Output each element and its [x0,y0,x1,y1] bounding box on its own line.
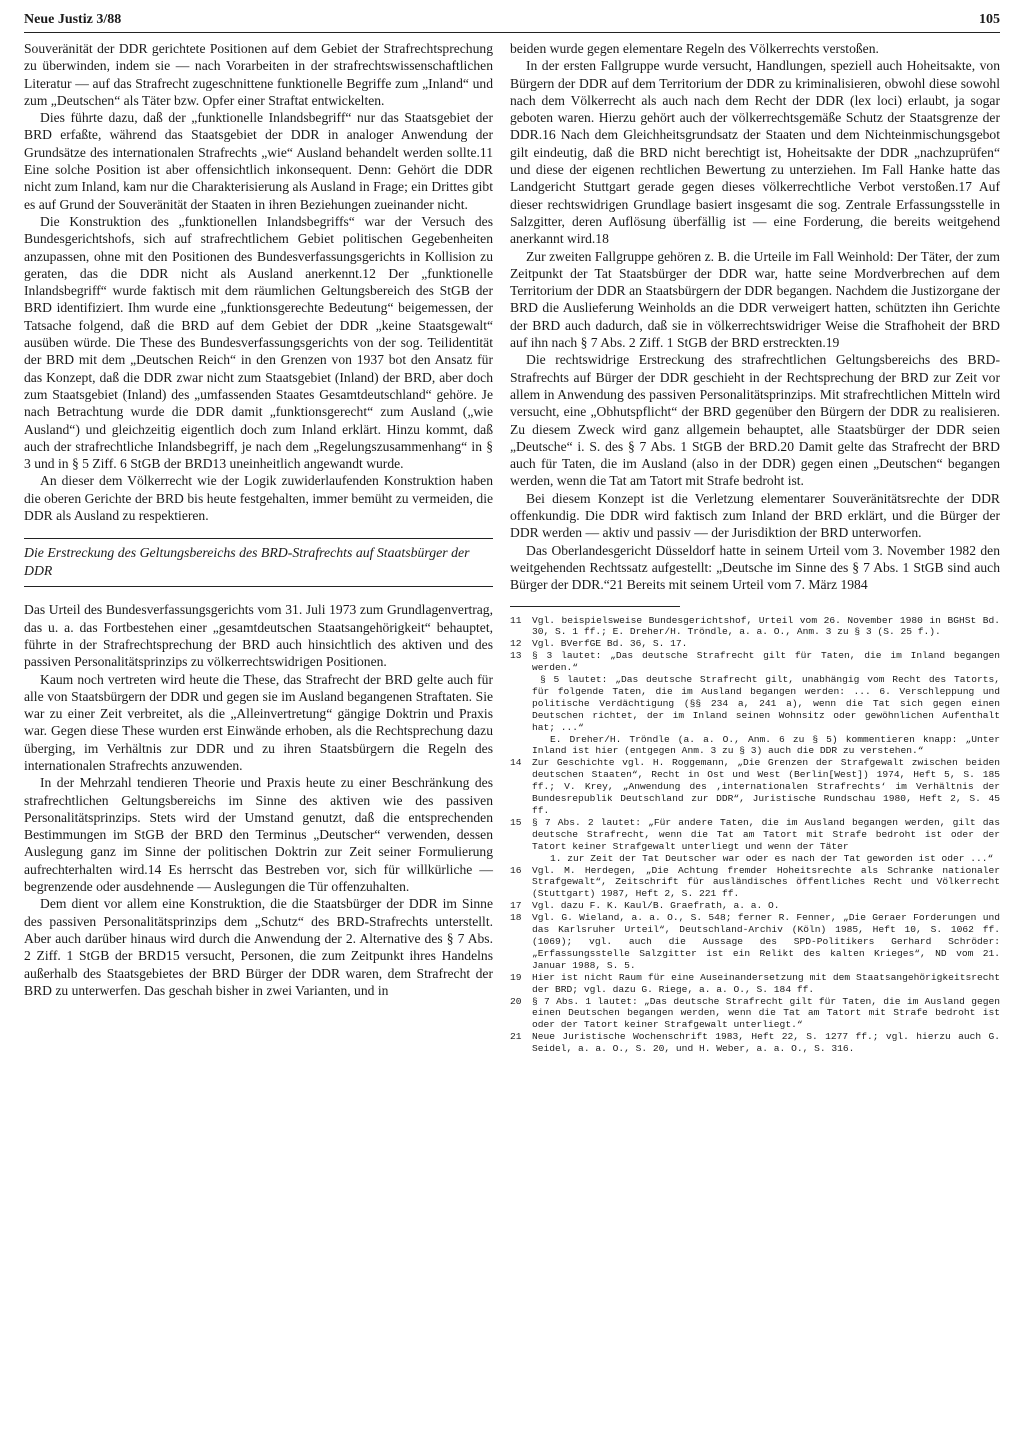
footnote [510,900,1000,912]
footnote-text: § 7 Abs. 2 lautet: „Für andere Taten, die im Ausland begangen werden, gilt das deutsche Strafrecht, wenn die Tat am Tatort mit Strafe bedroht ist oder der Tatort keiner Strafgewalt unterliegt und wenn der Täter [532,816,1000,852]
paragraph: Dies führte dazu, daß der „funktionelle Inlandsbegriff“ nur das Staatsgebiet der BRD erfaßte, während das Staatsgebiet der DDR in analoger Anwendung der Grundsätze des internationalen Strafrechts „wie“ Ausland behandelt werden sollte.11 Eine solche Position ist aber offensichtlich inkonsequent. Denn: Gehört die DDR nicht zum Inland, kam nur die Charakterisierung als Ausland in Frage; ein Drittes gibt es auf Grund der Souveränität der Staaten in ihren Beziehungen zueinander nicht. [24,110,493,212]
paragraph: In der ersten Fallgruppe wurde versucht, Handlungen, speziell auch Hoheitsakte, von Bürgern der DDR auf dem Territorium der DDR zu kriminalisieren, obwohl diese sowohl nach dem Völkerrecht als auch nach dem Recht der DDR (lex loci) erlaubt, ja sogar geboten waren. Hierzu gehört auch der völkerrechtsgemäße Schutz der Staatsgrenze der DDR.16 Nach dem Gleichheitsgrundsatz der Staaten und dem Nichteinmischungsgebot gilt eindeutig, daß die BRD nicht berechtigt ist, Hoheitsakte der DDR „nachzuprüfen“ und diese der eigenen rechtlichen Bewertung zu unterziehen. Im Fall Hanke hatte das Landgericht Stuttgart gerade gegen dieses völkerrechtliche Verbot verstoßen.17 Auf dieser rechtswidrigen Grundlage basiert insgesamt die sog. Zentrale Erfassungsstelle in Salzgitter, deren Auflösung überfällig ist — eine Forderung, die bereits weitgehend anerkannt wird.18 [510,58,1000,247]
footnote-number: 16 [510,864,522,876]
footnote-number: 21 [510,1031,522,1043]
footnote-text: § 3 lautet: „Das deutsche Strafrecht gilt für Taten, die im Inland begangen werden.“ [532,650,1000,674]
paragraph: Souveränität der DDR gerichtete Positionen auf dem Gebiet der Strafrechtsprechung zu überwinden, indem sie — nach Vorarbeiten in der strafrechtswissenschaftlichen Literatur — auf das Strafrecht zugeschnittene funktionelle Begriffe zum „Inland“ und zum „Deutschen“ als Täter bzw. Opfer einer Straftat entwickelten. [24,41,493,108]
paragraph: Das Urteil des Bundesverfassungsgerichts vom 31. Juli 1973 zum Grundlagenvertrag, das u. a. das Fortbestehen einer „gesamtdeutschen Staatsangehörigkeit“ behauptet, führte in der Strafrechtsprechung der BRD auch hinsichtlich des aktiven und des passiven Personalitätsprinzips zu völkerrechtswidrigen Positionen. [24,602,493,670]
left-column [24,40,493,999]
footnote-continuation: 1. zur Zeit der Tat Deutscher war oder es nach der Tat geworden ist oder ...“ [550,852,994,864]
paragraph: Zur zweiten Fallgruppe gehören z. B. die Urteile im Fall Weinhold: Der Täter, der zum Zeitpunkt der Tat Staatsbürger der DDR war, hatte seine Mordverbrechen auf dem Territorium der DDR an Staatsbürgern der DDR begangen. Nachdem die Justizorgane der BRD die Auslieferung Weinholds an die DDR verweigert hatten, schützten ihn Gerichte der BRD auch dadurch, daß sie in völkerrechtswidriger Weise die Strafhoheit der BRD auf ihn nach § 7 Abs. 2 Ziff. 1 StGB der BRD erstreckten.19 [510,248,1000,351]
paragraph: Kaum noch vertreten wird heute die These, das Strafrecht der BRD gelte auch für alle von Staatsbürgern der DDR und gegen sie im Ausland begangenen Straftaten. Sie war zu einer Zeit verbreitet, als die „Alleinvertretung“ gängige Doktrin und Praxis war. Gegen diese These wurden erst Einwände erhoben, als die Rechtsprechung dazu überging, im Verhältnis zur DDR und zu ihren Staatsbürgern die Regeln des internationalen Strafrechts anzuwenden. [24,671,493,773]
footnote-text: Vgl. beispielsweise Bundesgerichtshof, Urteil vom 26. November 1980 in BGHSt Bd. 30, S. 1 ff.; E. Dreher/H. Tröndle, a. a. O., Anm. 3 zu § 3 (S. 25 f.). [532,614,1000,638]
paragraph: Die Konstruktion des „funktionellen Inlandsbegriffs“ war der Versuch des Bundesgerichtshofs, sich auf strafrechtlichem Gebiet politischen Gegebenheiten anzupassen, ohne mit den Positionen des Bundesverfassungsgerichts in Kollision zu geraten, das die DDR nicht als Ausland anerkennt.12 Der „funktionelle Inlandsbegriff“ wurde faktisch mit dem räumlichen Geltungsbereich des StGB der BRD identifiziert. Ihm wurde eine „funktionsgerechte Bedeutung“ beigemessen, der Tatsache folgend, daß die BRD auf dem Gebiet der DDR „keine Staatsgewalt“ ausüben würde. Die These des Bundesverfassungsgerichts von der sog. Teilidentität der BRD mit dem „Deutschen Reich“ in den Grenzen von 1937 bot den Ansatz für das Konzept, daß die DDR zwar nicht zum Staatsgebiet (Inland) der BRD, aber doch zum Staatsgebiet (Inland) des „umfassenden Staates Gesamtdeutschland“ gehöre. Je nach Betrachtung wurde die DDR damit „funktionsgerecht“ zum Ausland („wie Ausland“) und gleichzeitig eigentlich doch zum Inland erklärt. Hinzu kommt, daß auch der strafrechtliche Inlandsbegriff, je nach dem „Regelungszusammenhang“ in § 3 und in § 5 Ziff. 6 StGB der BRD13 uneinheitlich angewandt wurde. [24,213,493,472]
paragraph: Bei diesem Konzept ist die Verletzung elementarer Souveränitätsrechte der DDR offenkundig. Die DDR wird faktisch zum Inland der BRD erklärt, und die Bürger der DDR werden — aktiv und passiv — der Jurisdiktion der BRD unterworfen. [510,490,1000,541]
footnote [510,638,1000,650]
footnote-number: 12 [510,638,522,650]
footnote [510,615,1000,639]
footnote-number: 15 [510,816,522,828]
paragraph: Dem dient vor allem eine Konstruktion, die die Staatsbürger der DDR im Sinne des passiven Personalitätsprinzips dem „Schutz“ des BRD-Strafrechts unterstellt. Aber auch darüber hinaus wird durch die Anwendung der 2. Alternative des § 7 Abs. 2 Ziff. 1 StGB der BRD15 versucht, Personen, die zum Zeitpunkt ihres Handelns außerhalb des Staatsgebietes der BRD Bürger der DDR waren, dem Strafrecht der BRD zu unterwerfen. Das geschah bisher in zwei Varianten, und in [24,896,493,998]
footnote-number: 18 [510,912,522,924]
footnote-text: Vgl. BVerfGE Bd. 36, S. 17. [532,638,688,650]
journal-title: Neue Justiz 3/88 [24,12,122,27]
footnote [510,757,1000,817]
footnote-separator [510,606,680,607]
page-number: 105 [979,12,1000,27]
footnote [510,996,1000,1032]
footnote-number: 11 [510,614,522,626]
paragraph: beiden wurde gegen elementare Regeln des Völkerrechts verstoßen. [510,41,879,56]
footnote [510,865,1000,901]
footnote-text: Vgl. G. Wieland, a. a. O., S. 548; ferner R. Fenner, „Die Geraer Forderungen und das Karlsruher Urteil“, Deutschland-Archiv (Köln) 1985, Heft 10, S. 1062 ff. (1069); vgl. auch die Aussage des SPD-Politikers Gerhard Schröder: „Erfassungsstelle Salzgitter ist ein Relikt des kalten Krieges“, ND vom 21. Januar 1988, S. 5. [532,912,1000,971]
footnote [510,1031,1000,1055]
footnote-text: Zur Geschichte vgl. H. Roggemann, „Die Grenzen der Strafgewalt zwischen beiden deutschen Staaten“, Recht in Ost und West (Berlin[West]) 1974, Heft 5, S. 185 ff.; V. Krey, „Anwendung des ‚internationalen Strafrechts‘ im Verhältnis der Bundesrepublik Deutschland zur DDR“, Juristische Rundschau 1980, Heft 2, S. 45 ff. [532,757,1000,816]
footnote-number: 14 [510,757,522,769]
footnote [510,972,1000,996]
footnote [510,817,1000,853]
footnotes [510,615,1000,1056]
page-header [24,10,1000,33]
footnote-text: Hier ist nicht Raum für eine Auseinandersetzung mit dem Staatsangehörigkeitsrecht der BRD; vgl. dazu G. Riege, a. a. O., S. 184 ff. [532,971,1000,995]
footnote [510,650,1000,674]
paragraph: Das Oberlandesgericht Düsseldorf hatte in seinem Urteil vom 3. November 1982 den weitgehenden Rechtssatz aufgestellt: „Deutsche im Sinne des § 7 Abs. 1 StGB sind auch Bürger der DDR.“21 Bereits mit seinem Urteil vom 7. März 1984 [510,542,1000,593]
footnote-number: 19 [510,971,522,983]
footnote-text: Vgl. dazu F. K. Kaul/B. Graefrath, a. a. O. [532,900,780,912]
paragraph: Die rechtswidrige Erstreckung des strafrechtlichen Geltungsbereichs des BRD-Strafrechts auf Bürger der DDR geschieht in der Rechtsprechung der BRD zur Zeit vor allem in Anwendung des passiven Personalitätsprinzips. Mit strafrechtlichen Mitteln wird versucht, eine „Obhutspflicht“ der BRD gegenüber den Bürgern der DDR zu realisieren. Zu diesem Zweck wird ganz allgemein behauptet, alle Staatsbürger der DDR seien „Deutsche“ i. S. des § 7 Abs. 1 StGB der BRD.20 Damit gelte das Strafrecht der BRD auch für Taten, die im Ausland (also in der DDR) gegen einen „Deutschen“ begangen werden, wenn die Tat am Tatort mit Strafe bedroht ist. [510,352,1000,489]
footnote-continuation: E. Dreher/H. Tröndle (a. a. O., Anm. 6 zu § 5) kommentieren knapp: „Unter Inland ist hier (entgegen Anm. 3 zu § 3) auch die DDR zu verstehen.“ [532,733,1000,757]
right-column [510,40,1000,1055]
footnote-text: § 7 Abs. 1 lautet: „Das deutsche Strafrecht gilt für Taten, die im Ausland gegen einen Deutschen begangen werden, wenn die Tat am Tatort mit Strafe bedroht ist oder der Tatort keiner Strafgewalt unterliegt.“ [532,995,1000,1031]
section-heading: Die Erstreckung des Geltungsbereichs des BRD-Strafrechts auf Staatsbürger der DDR [24,538,493,587]
footnote-number: 20 [510,995,522,1007]
paragraph: In der Mehrzahl tendieren Theorie und Praxis heute zu einer Beschränkung des strafrechtlichen Geltungsbereichs im Sinne des aktiven wie des passiven Personalitätsprinzips. Stets wird der Umstand genutzt, daß die entsprechenden Bestimmungen im StGB der BRD den Terminus „Deutscher“ verwenden, dessen Auslegung ganz im Sinne der politischen Doktrin zur Zeit seiner Formulierung aufrechterhalten wird.14 Es herrscht das Bestreben vor, sich für willkürliche — begrenzende oder ausdehnende — Auslegungen die Tür offenzuhalten. [24,775,493,895]
footnote-continuation: § 5 lautet: „Das deutsche Strafrecht gilt, unabhängig vom Recht des Tatorts, für folgende Taten, die im Ausland begangen werden: ... 6. Verschleppung und politische Verdächtigung (§§ 234 a, 241 a), wenn die Tat sich gegen einen Deutschen richtet, der im Inland seinen Wohnsitz oder gewöhnlichen Aufenthalt hat; ...“ [532,674,1000,733]
footnote-number: 17 [510,900,522,912]
footnote-text: Neue Juristische Wochenschrift 1983, Heft 22, S. 1277 ff.; vgl. hierzu auch G. Seidel, a. a. O., S. 20, und H. Weber, a. a. O., S. 316. [532,1031,1000,1055]
footnote-text: Vgl. M. Herdegen, „Die Achtung fremder Hoheitsrechte als Schranke nationaler Strafgewalt“, Zeitschrift für ausländisches öffentliches Recht und Völkerrecht (Stuttgart) 1987, Heft 2, S. 221 ff. [532,864,1000,900]
paragraph: An dieser dem Völkerrecht wie der Logik zuwiderlaufenden Konstruktion haben die oberen Gerichte der BRD bis heute festgehalten, immer bemüht zu vermeiden, die DDR als Ausland zu respektieren. [24,473,493,524]
footnote-number: 13 [510,650,522,662]
footnote [510,912,1000,972]
